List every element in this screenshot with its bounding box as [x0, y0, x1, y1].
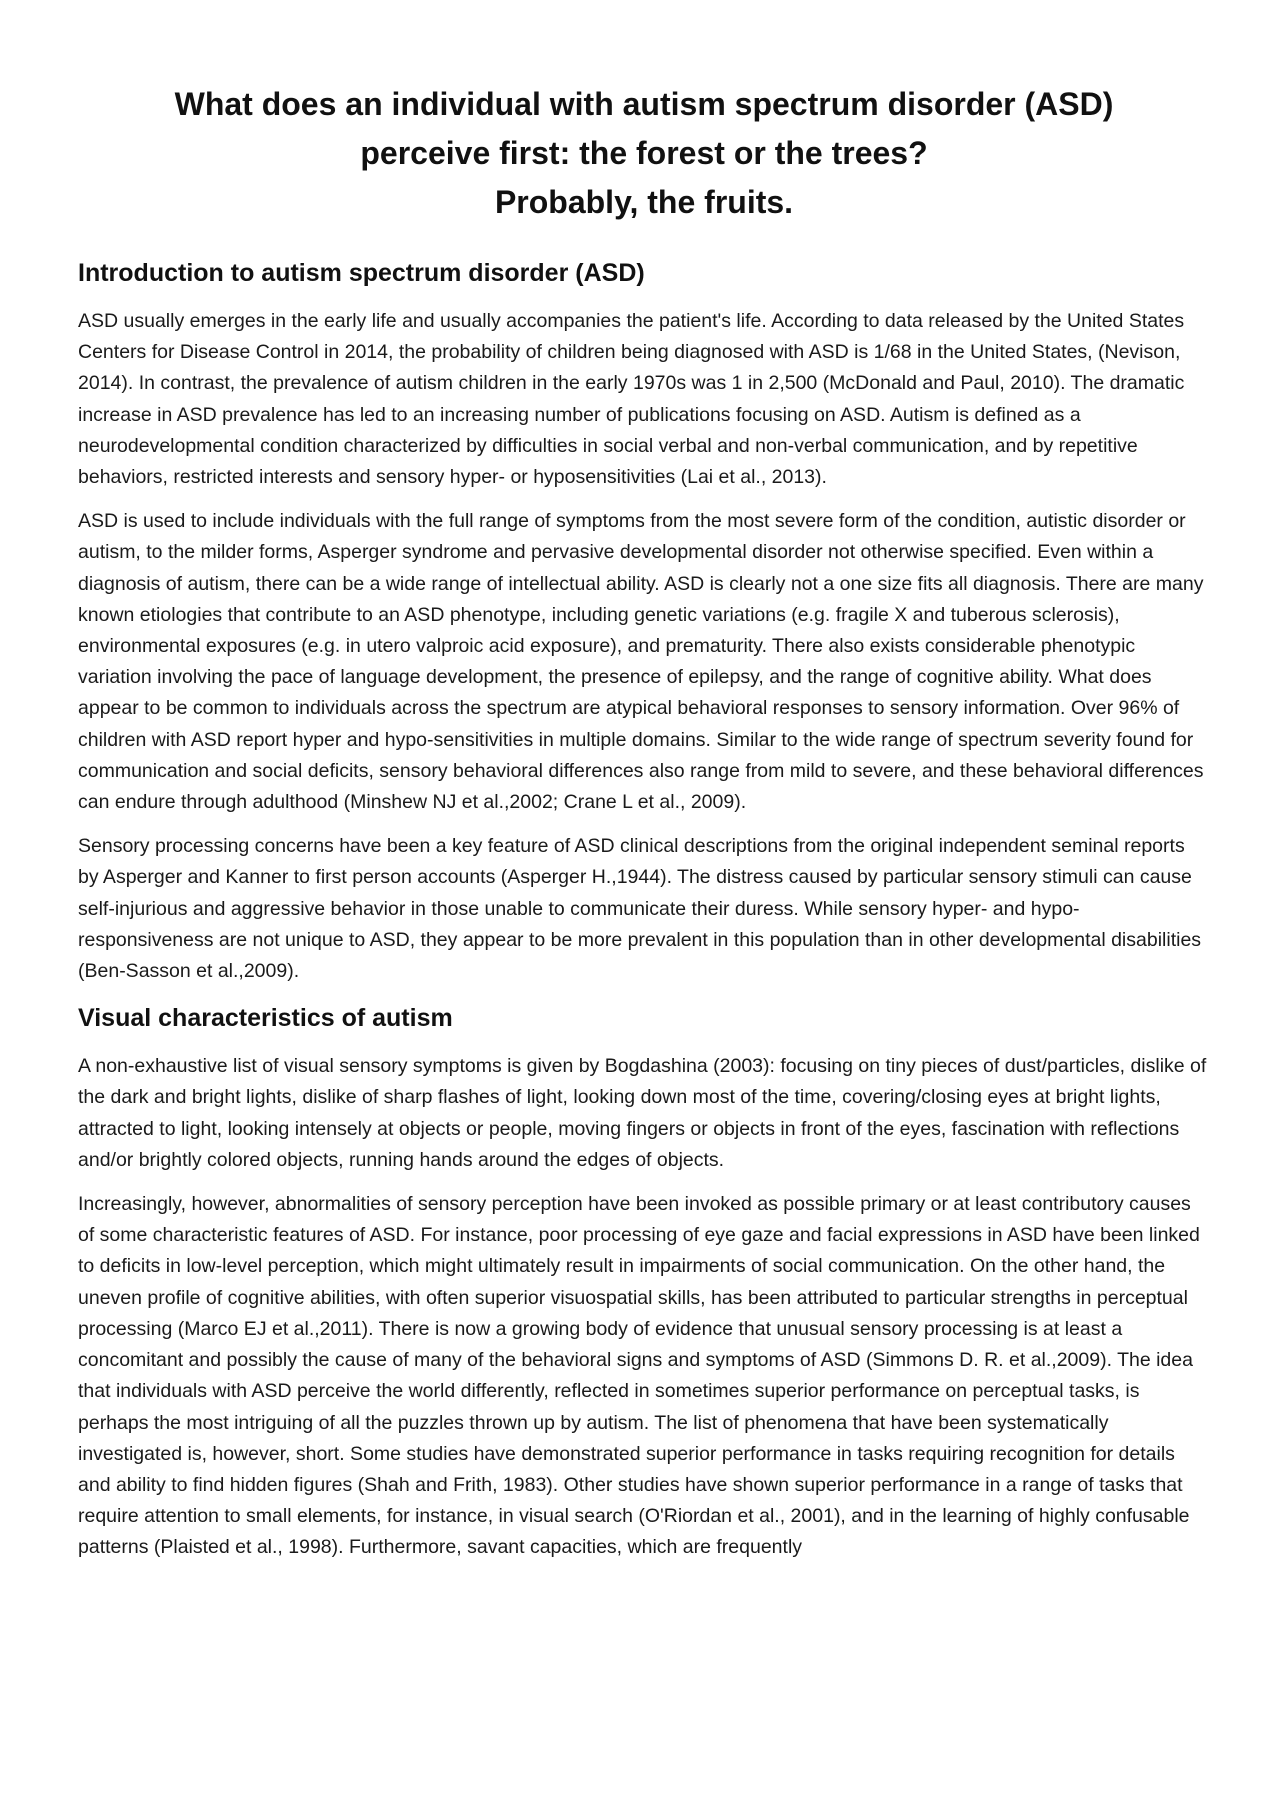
paragraph: Increasingly, however, abnormalities of sensory perception have been invoked as possible primary or at least contributory causes of some characteristic features of ASD. For instance, poor processing of eye gaze and facial expressions in ASD have been linked to deficits in low-level perception, which might ultimately result in impairments of social communication. On the other hand, the uneven profile of cognitive abilities, with often superior visuospatial skills, has been attributed to particular strengths in perceptual processing (Marco EJ et al.,2011). There is now a growing body of evidence that unusual sensory processing is at least a concomitant and possibly the cause of many of the behavioral signs and symptoms of ASD (Simmons D. R. et al.,2009). The idea that individuals with ASD perceive the world differently, reflected in sometimes superior performance on perceptual tasks, is perhaps the most intriguing of all the puzzles thrown up by autism. The list of phenomena that have been systematically investigated is, however, short. Some studies have demonstrated superior performance in tasks requiring recognition for details and ability to find hidden figures (Shah and Frith, 1983). Other studies have shown superior performance in a range of tasks that require attention to small elements, for instance, in visual search (O'Riordan et al., 2001), and in the learning of highly confusable patterns (Plaisted et al., 1998). Furthermore, savant capacities, which are frequently [78, 1193, 1200, 1559]
paragraph: ASD is used to include individuals with the full range of symptoms from the most severe form of the condition, autistic disorder or autism, to the milder forms, Asperger syndrome and pervasive developmental disorder not otherwise specified. Even within a diagnosis of autism, there can be a wide range of intellectual ability. ASD is clearly not a one size fits all diagnosis. There are many known etiologies that contribute to an ASD phenotype, including genetic variations (e.g. fragile X and tuberous sclerosis), environmental exposures (e.g. in utero valproic acid exposure), and prematurity. There also exists considerable phenotypic variation involving the pace of language development, the presence of epilepsy, and the range of cognitive ability. What does appear to be common to individuals across the spectrum are atypical behavioral responses to sensory information. Over 96% of children with ASD report hyper and hypo-sensitivities in multiple domains. Similar to the wide range of spectrum severity found for communication and social deficits, sensory behavioral differences also range from mild to severe, and these behavioral differences can endure through adulthood (Minshew NJ et al.,2002; Crane L et al., 2009). [78, 510, 1204, 814]
section-heading: Visual characteristics of autism [78, 1004, 453, 1033]
title-line: What does an individual with autism spectrum disorder (ASD) [174, 86, 1114, 122]
paragraph: Sensory processing concerns have been a key feature of ASD clinical descriptions from the original independent seminal reports by Asperger and Kanner to first person accounts (Asperger H.,1944). The distress caused by particular sensory stimuli can cause self-injurious and aggressive behavior in those unable to communicate their duress. While sensory hyper- and hypo-responsiveness are not unique to ASD, they appear to be more prevalent in this population than in other developmental disabilities (Ben-Sasson et al.,2009). [78, 835, 1202, 983]
section-heading: Introduction to autism spectrum disorder (ASD) [78, 259, 645, 287]
section-introduction [78, 253, 1210, 987]
paragraph: A non-exhaustive list of visual sensory symptoms is given by Bogdashina (2003): focusing on tiny pieces of dust/particles, dislike of the dark and bright lights, dislike of sharp flashes of light, looking down most of the time, covering/closing eyes at bright lights, attracted to light, looking intensely at objects or people, moving fingers or objects in front of the eyes, fascination with reflections and/or brightly colored objects, running hands around the edges of objects. [78, 1055, 1207, 1171]
section-visual-characteristics [78, 998, 1210, 1563]
title-line: Probably, the fruits. [494, 184, 794, 220]
document-page [78, 80, 1210, 1577]
paragraph: ASD usually emerges in the early life and usually accompanies the patient's life. According to data released by the United States Centers for Disease Control in 2014, the probability of children being diagnosed with ASD is 1/68 in the United States, (Nevison, 2014). In contrast, the prevalence of autism children in the early 1970s was 1 in 2,500 (McDonald and Paul, 2010). The dramatic increase in ASD prevalence has led to an increasing number of publications focusing on ASD. Autism is defined as a neurodevelopmental condition characterized by difficulties in social verbal and non-verbal communication, and by repetitive behaviors, restricted interests and sensory hyper- or hyposensitivities (Lai et al., 2013). [78, 310, 1185, 489]
document-title [78, 80, 1210, 227]
title-line: perceive first: the forest or the trees? [360, 135, 928, 171]
